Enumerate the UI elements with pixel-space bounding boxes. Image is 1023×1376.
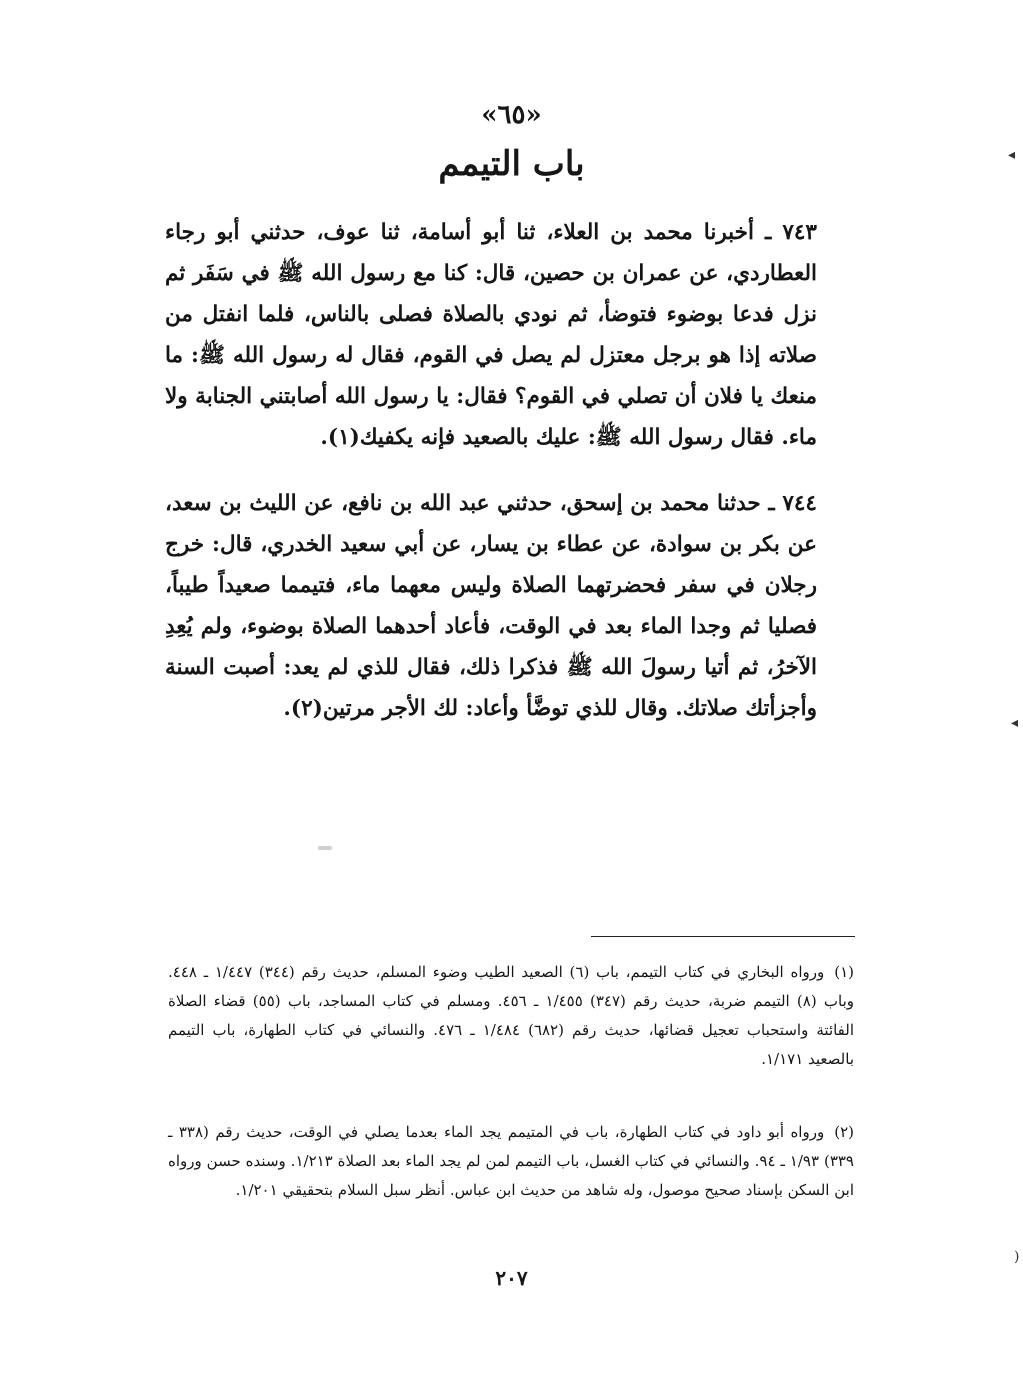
chapter-title: باب التيمم [438,144,585,184]
margin-mark: ◂ [1008,147,1016,163]
footnote-1 [168,958,854,1074]
hadith-number: ٧٤٣ ـ [764,220,817,245]
footnote-2 [168,1118,854,1205]
print-smudge [318,846,332,850]
hadith-743 [165,212,817,458]
hadith-text: أخبرنا محمد بن العلاء، ثنا أبو أسامة، ثنا عوف، حدثني أبو رجاء العطاردي، عن عمران بن حصين، قال: كنا مع رسول الله ﷺ في سَفَر ثم نزل فدعا بوضوء فتوضأ، ثم نودي بالصلاة فصلى بالناس، فلما انفتل من صلاته إذا هو برجل معتزل لم يصل في القوم، فقال له رسول الله ﷺ: ما منعك يا فلان أن تصلي في القوم؟ فقال: يا رسول الله أصابتني الجنابة ولا ماء. فقال رسول الله ﷺ: عليك بالصعيد فإنه يكفيك(١). [165,220,817,450]
margin-mark: ) [1014,1249,1020,1265]
footnote-marker: (١) [834,963,855,981]
hadith-text: حدثنا محمد بن إسحق، حدثني عبد الله بن نافع، عن الليث بن سعد، عن بكر بن سوادة، عن عطاء بن يسار، عن أبي سعيد الخدري، قال: خرج رجلان في سفر فحضرتهما الصلاة وليس معهما ماء، فتيمما صعيداً طيباً، فصليا ثم وجدا الماء بعد في الوقت، فأعاد أحدهما الصلاة بوضوء، ولم يُعِدِ الآخرُ، ثم أتيا رسولَ الله ﷺ فذكرا ذلك، فقال للذي لم يعد: أصبت السنة وأجزأتك صلاتك. وقال للذي توضَّأ وأعاد: لك الأجر مرتين(٢). [165,491,817,721]
hadith-744 [165,483,817,729]
footnote-marker: (٢) [834,1123,854,1141]
footnote-separator [591,936,855,937]
footnote-text: ورواه أبو داود في كتاب الطهارة، باب في المتيمم يجد الماء بعدما يصلي في الوقت، حديث رقم (٣٣٨ ـ ٣٣٩) ١/٩٣ ـ ٩٤. والنسائي في كتاب الغسل، باب التيمم لمن لم يجد الماء بعد الصلاة ١/٢١٣. وسنده حسن ورواه ابن السكن بإسناد صحيح موصول، وله شاهد من حديث ابن عباس. أنظر سبل السلام بتحقيقي ١/٢٠١. [168,1123,854,1199]
footnote-text: ورواه البخاري في كتاب التيمم، باب (٦) الصعيد الطيب وضوء المسلم، حديث رقم (٣٤٤) ١/٤٤٧ ـ ٤٤٨. وباب (٨) التيمم ضربة، حديث رقم (٣٤٧) ١/٤٥٥ ـ ٤٥٦. ومسلم في كتاب المساجد، باب (٥٥) قضاء الصلاة الفائتة واستحباب تعجيل قضائها، حديث رقم (٦٨٢) ١/٤٨٤ ـ ٤٧٦. والنسائي في كتاب الطهارة، باب التيمم بالصعيد ١/١٧١. [168,963,855,1068]
page-number: ٢٠٧ [495,1266,528,1290]
hadith-number: ٧٤٤ ـ [768,491,817,516]
chapter-number: «٦٥» [481,100,542,130]
margin-mark: ◂ [1011,715,1019,731]
